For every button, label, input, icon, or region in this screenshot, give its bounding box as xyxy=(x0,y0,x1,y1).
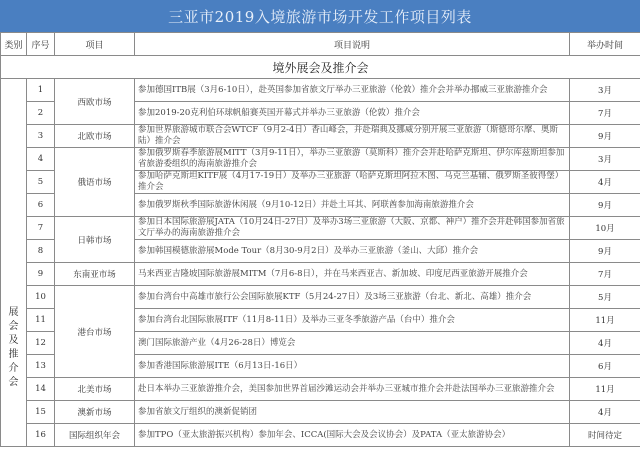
table-row xyxy=(1,148,640,171)
row-number: 2 xyxy=(27,102,55,125)
row-number: 10 xyxy=(27,286,55,309)
row-time: 10月 xyxy=(570,217,640,240)
project-cell: 北欧市场 xyxy=(55,125,135,148)
row-number: 5 xyxy=(27,171,55,194)
row-time: 4月 xyxy=(570,401,640,424)
row-description: 参加哈萨克斯坦KITF展（4月17-19日）及举办三亚旅游（哈萨克斯坦阿拉木图、乌克兰基辅、俄罗斯圣彼得堡）推介会 xyxy=(135,171,570,194)
header-category: 类别 xyxy=(1,33,27,56)
row-description: 参加世界旅游城市联合会WTCF（9月2-4日）香山峰会，并赴瑞典及挪威分别开展三亚旅游（斯德哥尔摩、奥斯陆）推介会 xyxy=(135,125,570,148)
row-number: 3 xyxy=(27,125,55,148)
row-time: 4月 xyxy=(570,171,640,194)
header-number: 序号 xyxy=(27,33,55,56)
row-time: 11月 xyxy=(570,378,640,401)
row-number: 1 xyxy=(27,79,55,102)
project-cell: 港台市场 xyxy=(55,286,135,378)
header-description: 项目说明 xyxy=(135,33,570,56)
project-cell: 国际组织年会 xyxy=(55,424,135,447)
row-number: 11 xyxy=(27,309,55,332)
project-cell: 北美市场 xyxy=(55,378,135,401)
row-description: 参加德国ITB展（3月6-10日），赴英国参加省旅文厅举办三亚旅游（伦敦）推介会并举办挪威三亚旅游推介会 xyxy=(135,79,570,102)
table-row xyxy=(1,217,640,240)
row-number: 6 xyxy=(27,194,55,217)
table-row xyxy=(1,286,640,309)
table-row xyxy=(1,401,640,424)
row-description: 参加香港国际旅游展ITE（6月13日-16日） xyxy=(135,355,570,378)
row-number: 4 xyxy=(27,148,55,171)
row-time: 时间待定 xyxy=(570,424,640,447)
row-time: 7月 xyxy=(570,102,640,125)
row-description: 参加俄罗斯秋季国际旅游休闲展（9月10-12日）并赴土耳其、阿联酋参加海南旅游推介会 xyxy=(135,194,570,217)
category-cell: 展会及推介会 xyxy=(1,79,27,447)
row-description: 澳门国际旅游产业（4月26-28日）博览会 xyxy=(135,332,570,355)
row-number: 8 xyxy=(27,240,55,263)
table-row xyxy=(1,424,640,447)
row-time: 6月 xyxy=(570,355,640,378)
section-title: 境外展会及推介会 xyxy=(1,56,640,79)
row-description: 参加TPO（亚太旅游振兴机构）参加年会、ICCA(国际大会及会议协会）及PATA（亚太旅游协会） xyxy=(135,424,570,447)
row-time: 5月 xyxy=(570,286,640,309)
project-cell: 西欧市场 xyxy=(55,79,135,125)
row-description: 参加省旅文厅组织的澳新促销团 xyxy=(135,401,570,424)
table-row xyxy=(1,125,640,148)
row-description: 参加台湾台北国际旅展ITF（11月8-11日）及举办三亚冬季旅游产品（台中）推介会 xyxy=(135,309,570,332)
row-time: 9月 xyxy=(570,240,640,263)
project-table xyxy=(0,32,640,447)
row-number: 16 xyxy=(27,424,55,447)
row-number: 13 xyxy=(27,355,55,378)
header-time: 举办时间 xyxy=(570,33,640,56)
row-time: 7月 xyxy=(570,263,640,286)
row-description: 参加2019-20克利伯环球帆船赛英国开幕式并举办三亚旅游（伦敦）推介会 xyxy=(135,102,570,125)
row-description: 参加日本国际旅游展JATA（10月24日-27日）及举办3场三亚旅游（大阪、京都、神户）推介会并赴韩国参加省旅文厅举办的海南旅游推介会 xyxy=(135,217,570,240)
table-row xyxy=(1,79,640,102)
row-time: 3月 xyxy=(570,148,640,171)
table-row xyxy=(1,263,640,286)
row-description: 参加俄罗斯春季旅游展MITT（3月9-11日），举办三亚旅游（莫斯科）推介会并赴哈萨克斯坦、伊尔库兹斯坦参加省旅游委组织的海南旅游推介会 xyxy=(135,148,570,171)
row-number: 7 xyxy=(27,217,55,240)
row-number: 15 xyxy=(27,401,55,424)
row-time: 9月 xyxy=(570,125,640,148)
row-number: 9 xyxy=(27,263,55,286)
project-cell: 日韩市场 xyxy=(55,217,135,263)
table-title: 三亚市2019入境旅游市场开发工作项目列表 xyxy=(0,0,640,32)
row-time: 11月 xyxy=(570,309,640,332)
row-time: 3月 xyxy=(570,79,640,102)
table-row xyxy=(1,378,640,401)
row-description: 马来西亚吉隆坡国际旅游展MITM（7月6-8日），并在马来西亚吉、新加坡、印度尼西亚旅游开展推介会 xyxy=(135,263,570,286)
project-cell: 澳新市场 xyxy=(55,401,135,424)
row-time: 9月 xyxy=(570,194,640,217)
row-time: 4月 xyxy=(570,332,640,355)
row-description: 赴日本举办三亚旅游推介会，美国参加世界首届沙滩运动会并举办三亚城市推介会并赴法国举办三亚旅游推介会 xyxy=(135,378,570,401)
header-project: 项目 xyxy=(55,33,135,56)
row-description: 参加台湾台中高雄市旅行公会国际旅展KTF（5月24-27日）及3场三亚旅游（台北、新北、高雄）推介会 xyxy=(135,286,570,309)
header-row xyxy=(1,33,640,56)
section-row xyxy=(1,56,640,79)
project-cell: 东南亚市场 xyxy=(55,263,135,286)
project-cell: 俄语市场 xyxy=(55,148,135,217)
row-description: 参加韩国模德旅游展Mode Tour（8月30-9月2日）及举办三亚旅游（釜山、大邱）推介会 xyxy=(135,240,570,263)
row-number: 12 xyxy=(27,332,55,355)
row-number: 14 xyxy=(27,378,55,401)
